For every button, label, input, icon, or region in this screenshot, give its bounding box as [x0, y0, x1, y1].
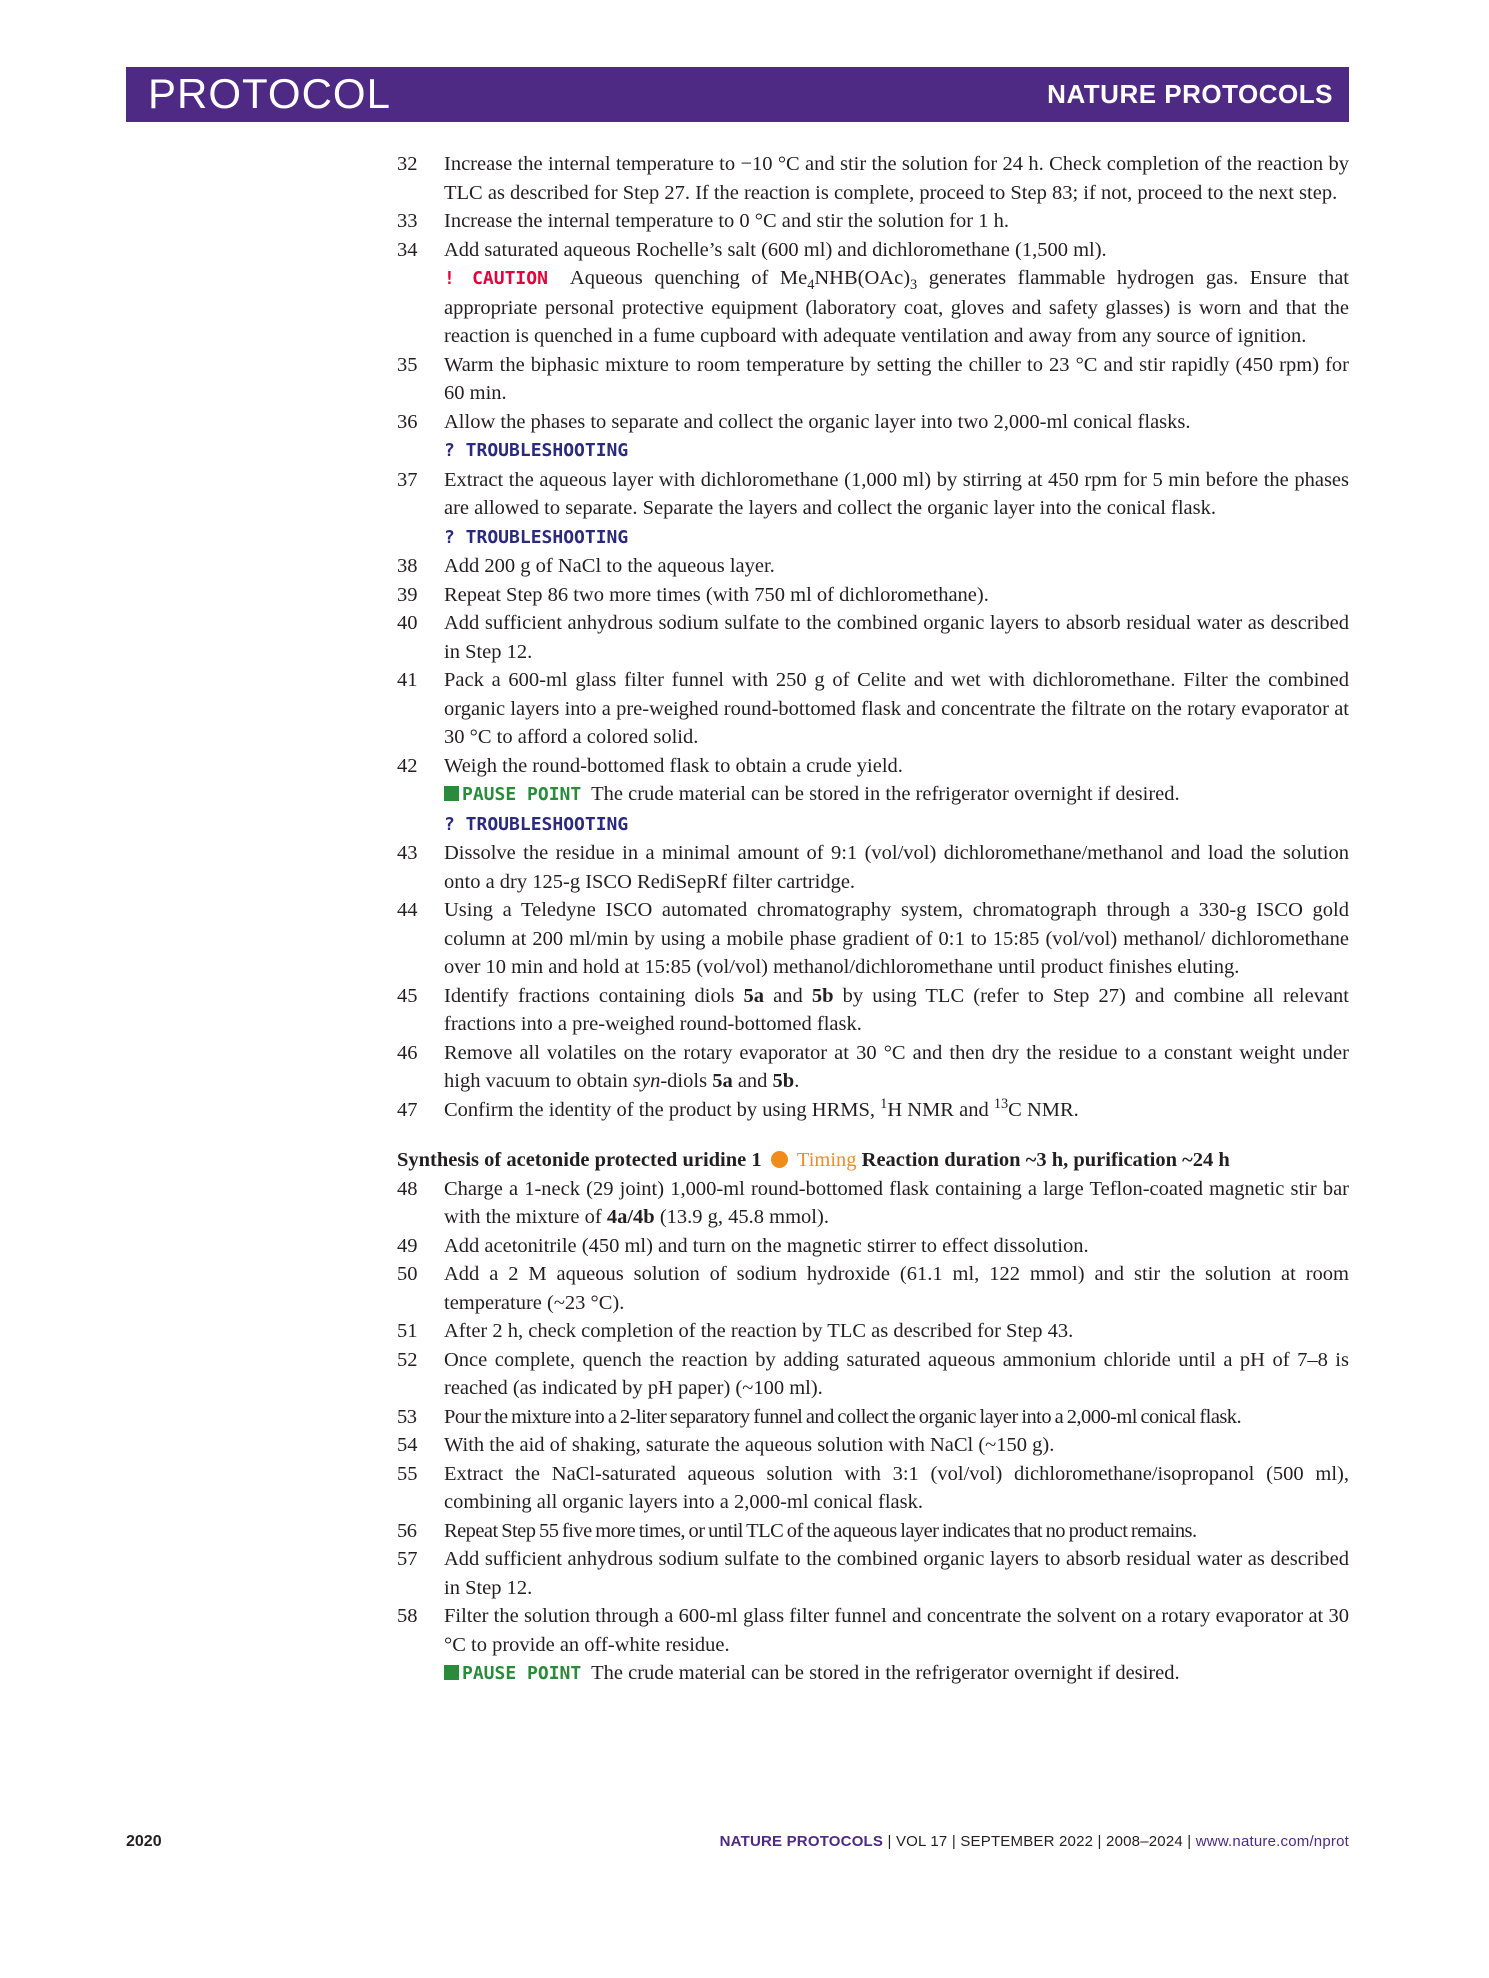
step-number: 52: [397, 1348, 418, 1371]
step-number: 36: [397, 410, 418, 433]
step-text: Warm the biphasic mixture to room temperature by setting the chiller to 23 °C and stir rapidly (450 rpm) for 60 min.: [444, 353, 1349, 404]
step-text: With the aid of shaking, saturate the aqueous solution with NaCl (~150 g).: [444, 1434, 1055, 1456]
troubleshooting-label: ? TROUBLESHOOTING: [444, 526, 629, 548]
step-58: [397, 1602, 1349, 1659]
timing-label: Timing: [796, 1149, 857, 1171]
step-text: Once complete, quench the reaction by adding saturated aqueous ammonium chloride until a pH of 7–8 is reached (as indicated by pH paper) (~100 ml).: [444, 1348, 1349, 1399]
step-text: and: [732, 1070, 773, 1092]
section-heading: [397, 1146, 1349, 1175]
step-number: 47: [397, 1098, 418, 1121]
journal-label: NATURE PROTOCOLS: [1047, 79, 1333, 109]
step-text: Allow the phases to separate and collect the organic layer into two 2,000-ml conical flasks.: [444, 410, 1191, 433]
step-number: 50: [397, 1263, 418, 1285]
step-text: Confirm the identity of the product by using HRMS,: [444, 1098, 881, 1121]
step-number: 57: [397, 1548, 418, 1570]
step-text: C NMR.: [1008, 1098, 1079, 1121]
step-number: 56: [397, 1519, 417, 1542]
pause-square-icon: [444, 786, 459, 801]
step-text: Extract the aqueous layer with dichloromethane (1,000 ml) by stirring at 450 rpm for 5 min before the phases are allowed to separate. Separate the layers and collect the organic layer into the conical flask.: [444, 468, 1349, 519]
step-text: Repeat Step 86 two more times (with 750 ml of dichloromethane).: [444, 583, 989, 606]
footer-journal: NATURE PROTOCOLS: [719, 1833, 884, 1850]
step-34: [397, 236, 1349, 265]
pause-square-icon: [444, 1665, 459, 1680]
step-number: 51: [397, 1320, 418, 1342]
section-label: PROTOCOL: [148, 70, 391, 117]
separator: |: [883, 1833, 896, 1850]
step-text: Add sufficient anhydrous sodium sulfate to the combined organic layers to absorb residual water as described in Step 12.: [444, 1548, 1349, 1599]
step-56: [397, 1517, 1349, 1546]
step-53: [397, 1403, 1349, 1432]
italic-term: syn: [633, 1070, 661, 1092]
step-number: 40: [397, 612, 418, 634]
step-number: 48: [397, 1177, 418, 1200]
step-39: [397, 581, 1349, 610]
step-number: 39: [397, 583, 418, 606]
step-text: Add acetonitrile (450 ml) and turn on the magnetic stirrer to effect dissolution.: [444, 1234, 1089, 1257]
step-number: 42: [397, 754, 418, 777]
separator: |: [1182, 1833, 1196, 1850]
step-number: 49: [397, 1234, 418, 1257]
step-text: Pour the mixture into a 2-liter separatory funnel and collect the organic layer into a 2,000-ml conical flask.: [444, 1405, 1242, 1428]
step-number: 46: [397, 1041, 418, 1064]
page-number: 2020: [126, 1833, 162, 1850]
step-52: [397, 1346, 1349, 1403]
footer-url-link[interactable]: www.nature.com/nprot: [1195, 1833, 1349, 1850]
step-54: [397, 1431, 1349, 1460]
step-43: [397, 839, 1349, 896]
step-55: [397, 1460, 1349, 1517]
step-text: Add saturated aqueous Rochelle’s salt (600 ml) and dichloromethane (1,500 ml).: [444, 238, 1107, 261]
step-text: .: [794, 1070, 800, 1092]
superscript: 1: [880, 1095, 888, 1112]
step-text: Increase the internal temperature to −10 °C and stir the solution for 24 h. Check completion of the reaction by TLC as described for Step 27. If the reaction is complete, proceed to Step 83; if not, proceed to the next step.: [444, 153, 1349, 204]
step-text: Extract the NaCl-saturated aqueous solution with 3:1 (vol/vol) dichloromethane/isopropanol (500 ml), combining all organic layers into a 2,000-ml conical flask.: [444, 1462, 1349, 1513]
caution-label: ! CAUTION: [444, 268, 548, 289]
step-text: Identify fractions containing diols: [444, 984, 744, 1007]
step-number: 32: [397, 153, 418, 175]
step-50: [397, 1260, 1349, 1317]
step-text: Add a 2 M aqueous solution of sodium hydroxide (61.1 ml, 122 mmol) and stir the solution at room temperature (~23 °C).: [444, 1263, 1349, 1314]
step-text: Filter the solution through a 600-ml glass filter funnel and concentrate the solvent on a rotary evaporator at 30 °C to provide an off-white residue.: [444, 1605, 1349, 1656]
step-57: [397, 1545, 1349, 1602]
step-33: [397, 207, 1349, 236]
step-number: 53: [397, 1405, 417, 1428]
step-44: [397, 896, 1349, 982]
caution-text: Aqueous quenching of Me: [569, 267, 808, 289]
step-text: Weigh the round-bottomed flask to obtain a crude yield.: [444, 754, 903, 777]
compound-label: 5b: [811, 984, 834, 1007]
troubleshooting-link: [397, 810, 1349, 840]
step-text: After 2 h, check completion of the reaction by TLC as described for Step 43.: [444, 1320, 1074, 1342]
superscript: 13: [993, 1095, 1009, 1112]
separator: |: [1093, 1833, 1107, 1850]
header-bar: [126, 67, 1349, 122]
step-text: Remove all volatiles on the rotary evaporator at 30 °C and then dry the residue to a constant weight under high vacuum to obtain: [444, 1041, 1349, 1092]
caution-text: generates flammable hydrogen gas. Ensure that appropriate personal protective equipment (laboratory coat, gloves and safety glasses) is worn and that the reaction is quenched in a fume cupboard with adequate ventilation and away from any source of ignition.: [444, 267, 1350, 347]
step-42: [397, 752, 1349, 781]
step-text: -diols: [660, 1070, 713, 1092]
subscript: 4: [807, 277, 815, 294]
step-text: Add sufficient anhydrous sodium sulfate to the combined organic layers to absorb residual water as described in Step 12.: [444, 612, 1349, 663]
step-36: [397, 408, 1349, 437]
step-number: 45: [397, 984, 418, 1007]
compound-label: 4a/4b: [606, 1206, 655, 1228]
step-38: [397, 552, 1349, 581]
step-number: 33: [397, 210, 418, 232]
pause-point-note: [397, 1659, 1349, 1689]
troubleshooting-link: [397, 436, 1349, 466]
compound-label: 5a: [712, 1070, 733, 1092]
timing-clock-icon: [771, 1151, 788, 1168]
step-41: [397, 666, 1349, 752]
troubleshooting-link: [397, 523, 1349, 553]
step-40: [397, 609, 1349, 666]
pause-point-text: The crude material can be stored in the refrigerator overnight if desired.: [591, 1662, 1180, 1684]
protocol-content: [397, 150, 1349, 1689]
pause-point-label: PAUSE POINT: [462, 1663, 582, 1684]
step-51: [397, 1317, 1349, 1346]
step-47: [397, 1096, 1349, 1125]
step-number: 58: [397, 1605, 418, 1627]
section-title: Synthesis of acetonide protected uridine 1: [397, 1149, 762, 1171]
step-number: 41: [397, 669, 418, 691]
step-text: Repeat Step 55 five more times, or until TLC of the aqueous layer indicates that no product remains.: [444, 1519, 1197, 1542]
footer-citation: [720, 1833, 1349, 1850]
step-number: 37: [397, 468, 418, 491]
step-text: Pack a 600-ml glass filter funnel with 250 g of Celite and wet with dichloromethane. Filter the combined organic layers into a pre-weighed round-bottomed flask and concentrate the filtrate on the rotary evaporator at 30 °C to afford a colored solid.: [444, 669, 1349, 748]
step-45: [397, 982, 1349, 1039]
footer-volume: VOL 17: [895, 1833, 948, 1850]
compound-label: 5a: [743, 984, 764, 1007]
troubleshooting-label: ? TROUBLESHOOTING: [444, 813, 629, 835]
step-number: 34: [397, 238, 418, 261]
step-text: Using a Teledyne ISCO automated chromatography system, chromatograph through a 330-g ISCO gold column at 200 ml/min by using a mobile phase gradient of 0:1 to 15:85 (vol/vol) methanol/ dichloromethane over 10 min and hold at 15:85 (vol/vol) methanol/dichloromethane until product finishes eluting.: [444, 899, 1349, 978]
step-48: [397, 1175, 1349, 1232]
step-text: Dissolve the residue in a minimal amount of 9:1 (vol/vol) dichloromethane/methanol and load the solution onto a dry 125-g ISCO RediSepRf filter cartridge.: [444, 842, 1349, 893]
step-text: by using TLC (refer to Step 27) and combine all relevant fractions into a pre-weighed round-bottomed flask.: [444, 984, 1349, 1035]
step-32: [397, 150, 1349, 207]
caution-note: [397, 264, 1349, 351]
step-text: Charge a 1-neck (29 joint) 1,000-ml round-bottomed flask containing a large Teflon-coated magnetic stir bar with the mixture of: [444, 1177, 1349, 1228]
step-46: [397, 1039, 1349, 1096]
step-text: Add 200 g of NaCl to the aqueous layer.: [444, 555, 775, 577]
pause-point-label: PAUSE POINT: [462, 784, 582, 805]
step-number: 54: [397, 1434, 418, 1456]
pause-point-note: [397, 780, 1349, 810]
troubleshooting-label: ? TROUBLESHOOTING: [444, 440, 629, 461]
step-text: (13.9 g, 45.8 mmol).: [654, 1206, 829, 1228]
timing-text: Reaction duration ~3 h, purification ~24 h: [861, 1149, 1230, 1171]
step-49: [397, 1232, 1349, 1261]
step-number: 35: [397, 353, 418, 376]
caution-text: NHB(OAc): [814, 267, 911, 289]
subscript: 3: [910, 277, 918, 294]
step-text: Increase the internal temperature to 0 °C and stir the solution for 1 h.: [444, 210, 1009, 232]
step-text: and: [764, 984, 812, 1007]
step-text: H NMR and: [887, 1098, 994, 1121]
step-37: [397, 466, 1349, 523]
step-number: 55: [397, 1462, 418, 1485]
separator: |: [947, 1833, 961, 1850]
pause-point-text: The crude material can be stored in the refrigerator overnight if desired.: [591, 783, 1180, 805]
compound-label: 5b: [772, 1070, 795, 1092]
step-number: 38: [397, 555, 418, 577]
step-number: 44: [397, 899, 418, 921]
footer-pages: 2008–2024: [1106, 1833, 1183, 1850]
step-35: [397, 351, 1349, 408]
step-number: 43: [397, 842, 418, 864]
footer-date: SEPTEMBER 2022: [960, 1833, 1094, 1850]
